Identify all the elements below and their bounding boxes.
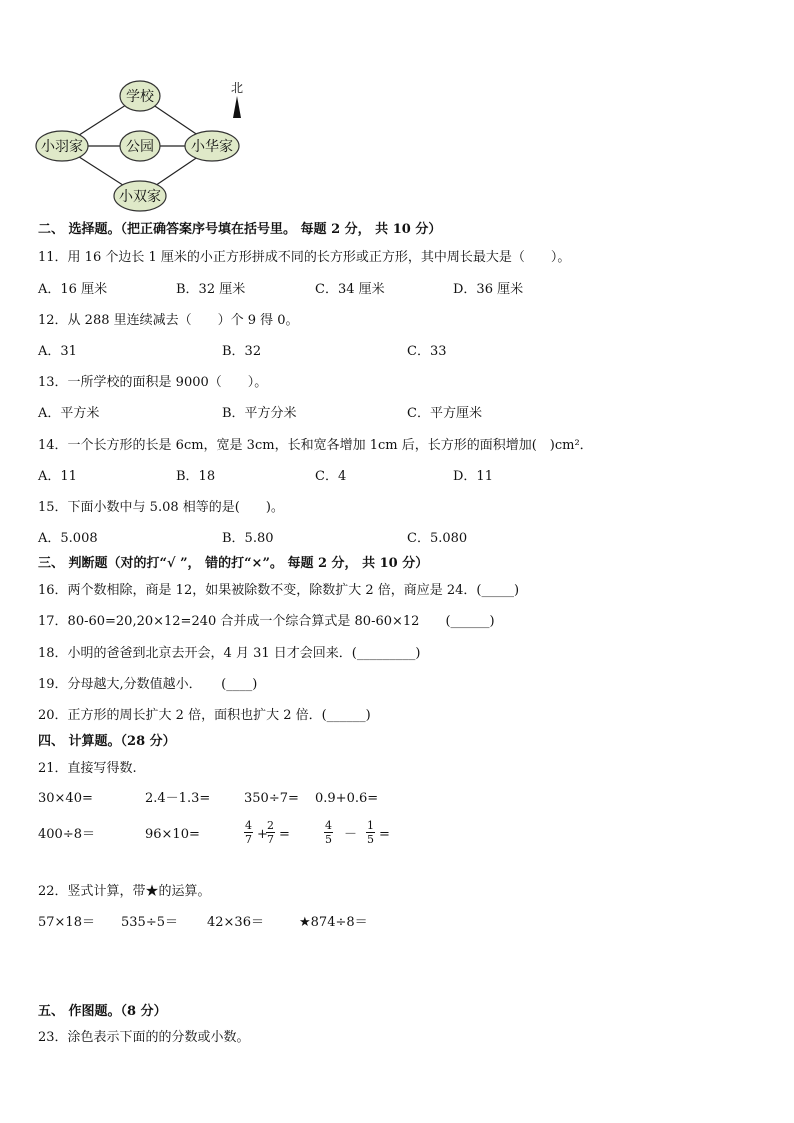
q15-option-a: A．5.008: [38, 531, 98, 546]
q21-item-4: 0.9+0.6=: [315, 791, 379, 806]
question-18: 18．小明的爸爸到北京去开会，4 月 31 日才会回来．(_________): [38, 646, 421, 661]
q14-option-c: C．4: [315, 469, 347, 484]
q21-item-5: 400÷8＝: [38, 827, 95, 842]
map-node-xiaoshuang-home: [114, 181, 166, 211]
question-19: 19．分母越大,分数值越小． (____): [38, 677, 258, 692]
question-21: 21．直接写得数.: [38, 761, 137, 776]
q11-option-a: A．16 厘米: [38, 282, 108, 297]
fraction-4-5: 4 5: [325, 819, 332, 846]
section-2-heading: 二、 选择题。（把正确答案序号填在括号里。 每题 2 分， 共 10 分）: [38, 222, 442, 237]
q22-item-2: 535÷5＝: [121, 915, 178, 930]
q22-item-4: ★874÷8＝: [299, 915, 368, 930]
q13-option-c: C．平方厘米: [407, 406, 482, 421]
svg-text:学校: 学校: [126, 89, 154, 105]
minus-sign: －: [344, 827, 358, 842]
q22-item-3: 42×36＝: [207, 915, 264, 930]
q22-item-1: 57×18＝: [38, 915, 95, 930]
north-arrow-icon: [231, 81, 243, 118]
question-15: 15．下面小数中与 5.08 相等的是( )。: [38, 500, 284, 515]
q12-option-b: B．32: [222, 344, 262, 359]
question-11: 11．用 16 个边长 1 厘米的小正方形拼成不同的长方形或正方形，其中周长最大是（ ）。: [38, 250, 571, 265]
question-13: 13．一所学校的面积是 9000（ ）。: [38, 375, 268, 390]
map-node-park: [120, 131, 160, 161]
question-20: 20．正方形的周长扩大 2 倍，面积也扩大 2 倍．(______): [38, 708, 371, 723]
fraction-2-7: 2 7: [267, 819, 274, 846]
fraction-4-7: 4 7: [245, 819, 252, 846]
q21-item-2: 2.4－1.3=: [145, 791, 211, 806]
q11-option-b: B．32 厘米: [176, 282, 246, 297]
map-node-xiaoyu-home: [36, 131, 88, 161]
q21-item-6: 96×10=: [145, 827, 200, 842]
fraction-1-5: 1 5: [367, 819, 374, 846]
svg-text:小羽家: 小羽家: [41, 139, 83, 155]
equals-sign: =: [379, 827, 390, 842]
q12-option-a: A．31: [38, 344, 77, 359]
svg-text:北: 北: [230, 81, 244, 95]
map-node-xiaohua-home: [185, 131, 239, 161]
q14-option-b: B．18: [176, 469, 216, 484]
q11-option-d: D．36 厘米: [453, 282, 524, 297]
section-3-heading: 三、 判断题（对的打“√ ”， 错的打“×”。 每题 2 分， 共 10 分）: [38, 556, 429, 571]
q15-option-b: B．5.80: [222, 531, 274, 546]
section-4-heading: 四、 计算题。（28 分）: [38, 734, 176, 749]
q14-option-d: D．11: [453, 469, 493, 484]
section-5-heading: 五、 作图题。（8 分）: [38, 1004, 167, 1019]
svg-text:公园: 公园: [126, 139, 154, 155]
question-16: 16．两个数相除，商是 12，如果被除数不变，除数扩大 2 倍，商应是 24．(_____): [38, 583, 520, 598]
svg-text:小华家: 小华家: [191, 139, 233, 155]
question-22: 22．竖式计算，带★的运算。: [38, 884, 211, 899]
location-map: [32, 74, 252, 214]
q12-option-c: C．33: [407, 344, 447, 359]
question-23: 23．涂色表示下面的的分数或小数。: [38, 1030, 250, 1045]
q14-option-a: A．11: [38, 469, 77, 484]
q21-item-3: 350÷7=: [244, 791, 299, 806]
q21-item-1: 30×40=: [38, 791, 93, 806]
question-17: 17．80-60=20,20×12=240 合并成一个综合算式是 80-60×12 (______): [38, 614, 495, 629]
q13-option-b: B．平方分米: [222, 406, 297, 421]
q13-option-a: A．平方米: [38, 406, 100, 421]
q11-option-c: C．34 厘米: [315, 282, 385, 297]
svg-text:小双家: 小双家: [119, 189, 161, 205]
plus-sign: +: [257, 827, 268, 842]
q15-option-c: C．5.080: [407, 531, 468, 546]
equals-sign: =: [279, 827, 290, 842]
question-12: 12．从 288 里连续减去（ ）个 9 得 0。: [38, 313, 299, 328]
map-node-school: [120, 81, 160, 111]
question-14: 14．一个长方形的长是 6cm，宽是 3cm，长和宽各增加 1cm 后，长方形的面积增加( )cm²．: [38, 438, 593, 453]
